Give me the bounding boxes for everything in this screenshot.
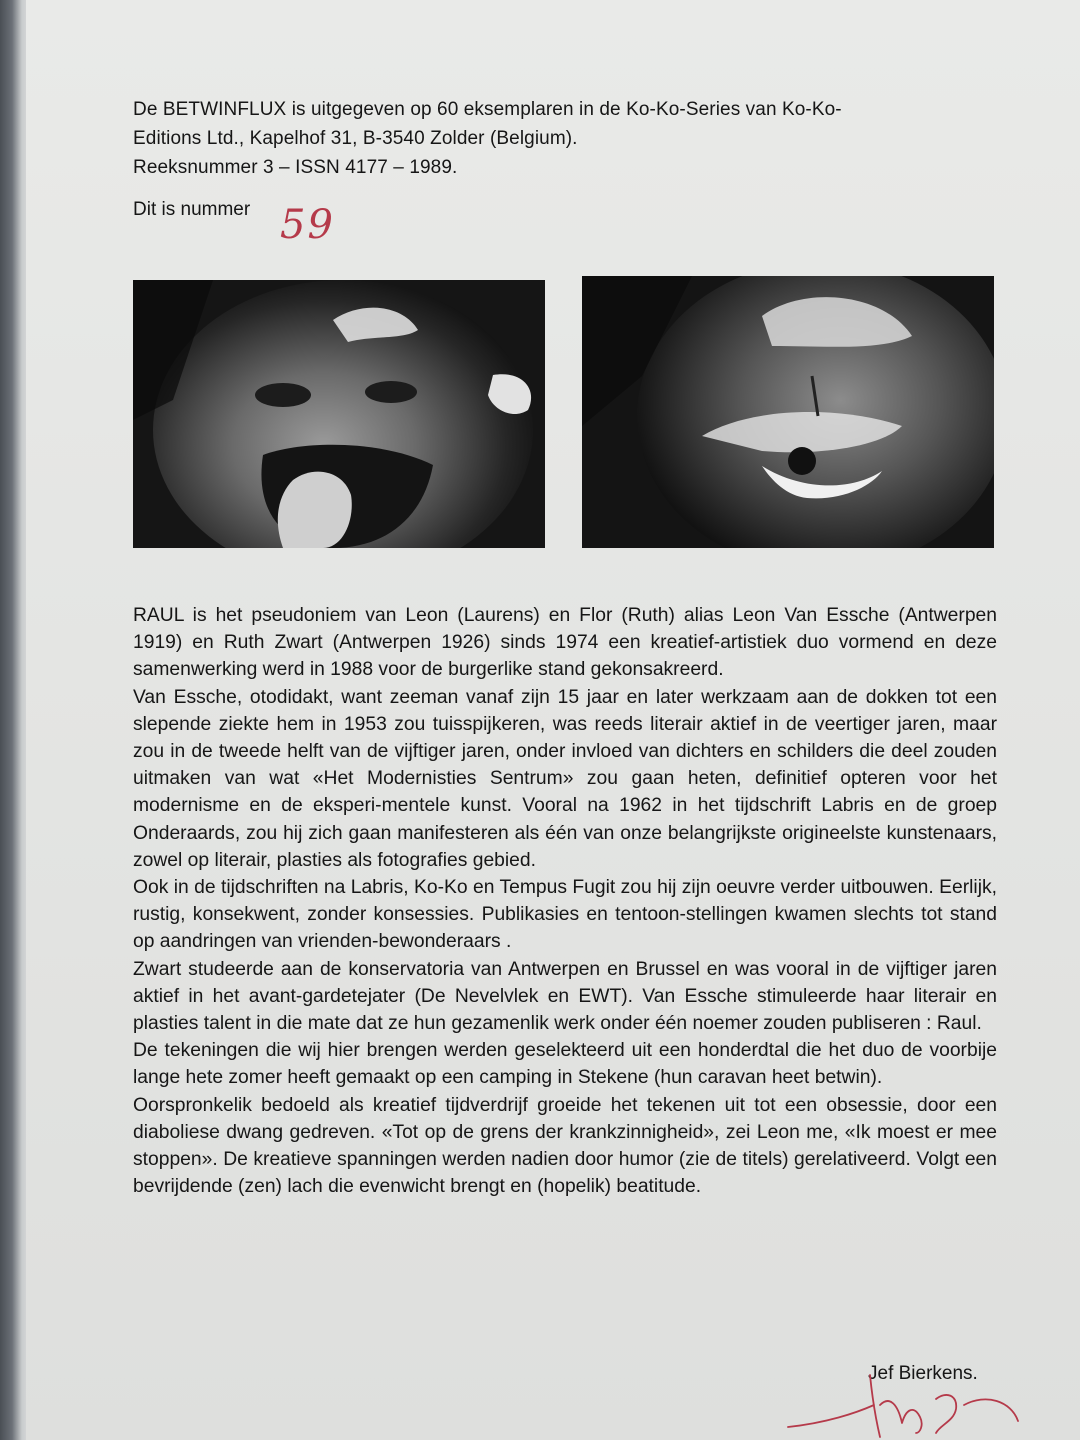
bio-paragraph: RAUL is het pseudoniem van Leon (Laurens) en Flor (Ruth) alias Leon Van Essche (Antwerpen 1919) en Ruth Zwart (Antwerpen 1926) sinds 1974 een kreatief-artistiek duo vormend en deze samenwerking werd in 1988 voor de burgerlike stand gekonsakreerd. [133,605,997,681]
photo-face-with-hand-image [133,280,545,548]
photo-face-with-hand [133,280,545,548]
colophon-line-2: Editions Ltd., Kapelhof 31, B-3540 Zolder (Belgium). [133,128,578,149]
handwritten-signature [786,1365,1036,1440]
colophon-line-1: De BETWINFLUX is uitgegeven op 60 eksemplaren in de Ko-Ko-Series van Ko-Ko- [133,99,842,120]
handwritten-copy-number: 59 [280,202,335,248]
biography-text [133,602,997,1200]
colophon [133,95,1013,182]
bio-paragraph: Van Essche, otodidakt, want zeeman vanaf zijn 15 jaar en later werkzaam aan de dokken tot een slepende ziekte hem in 1953 zou tuisspijkeren, was reeds literair aktief in de veertiger jaren, maar zou in de tweede helft van de vijftiger jaren, onder invloed van dichters en schilders die deel zouden uitmaken van wat «Het Modernisties Sentrum» zou gaan heten, definitief opteren voor het modernisme en de eksperi-mentele kunst. Vooral na 1962 in het tijdschrift Labris en de groep Onderaards, zou hij zich gaan manifesteren als één van onze belangrijkste origineelste kunstenaars, zowel op literair, plasties als fotografies gebied. [133,686,997,871]
author-name: Jef Bierkens. [868,1363,978,1384]
photo-superimposed-faces-image [582,276,994,548]
bio-paragraph: Zwart studeerde aan de konservatoria van Antwerpen en Brussel en was vooral in de vijftiger jaren aktief in het avant-gardetejater (De Nevelvlek en EWT). Van Essche stimuleerde haar literair en plasties talent in die mate dat ze hun gezamenlik werk onder één noemer zouden publiseren : Raul. [133,958,997,1035]
bio-paragraph: Ook in de tijdschriften na Labris, Ko-Ko en Tempus Fugit zou hij zijn oeuvre verder uitbouwen. Eerlijk, rustig, konsekwent, zonder konsessies. Publikasies en tentoon-stellingen kwamen slechts tot stand op aandringen van vrienden-bewonderaars . [133,877,997,953]
photo-superimposed-faces [582,276,994,548]
bio-paragraph: Oorspronkelik bedoeld als kreatief tijdverdrijf groeide het tekenen uit tot een obsessie, door een diaboliese dwang gedreven. «Tot op de grens der krankzinnigheid», zei Leon me, «Ik moest er mee stoppen». De kreatieve spanningen werden nadien door humor (zie de titels) gerelativeerd. Volgt een bevrijdende (zen) lach die evenwicht brengt en (hopelik) beatitude. [133,1094,997,1198]
colophon-line-3: Reeksnummer 3 – ISSN 4177 – 1989. [133,157,458,178]
bio-paragraph: De tekeningen die wij hier brengen werden geselekteerd uit een honderdtal die het duo de voorbije lange hete zomer heeft gemaakt op een camping in Stekene (hun caravan heet betwin). [133,1040,997,1089]
copy-number-label: Dit is nummer [133,199,251,220]
